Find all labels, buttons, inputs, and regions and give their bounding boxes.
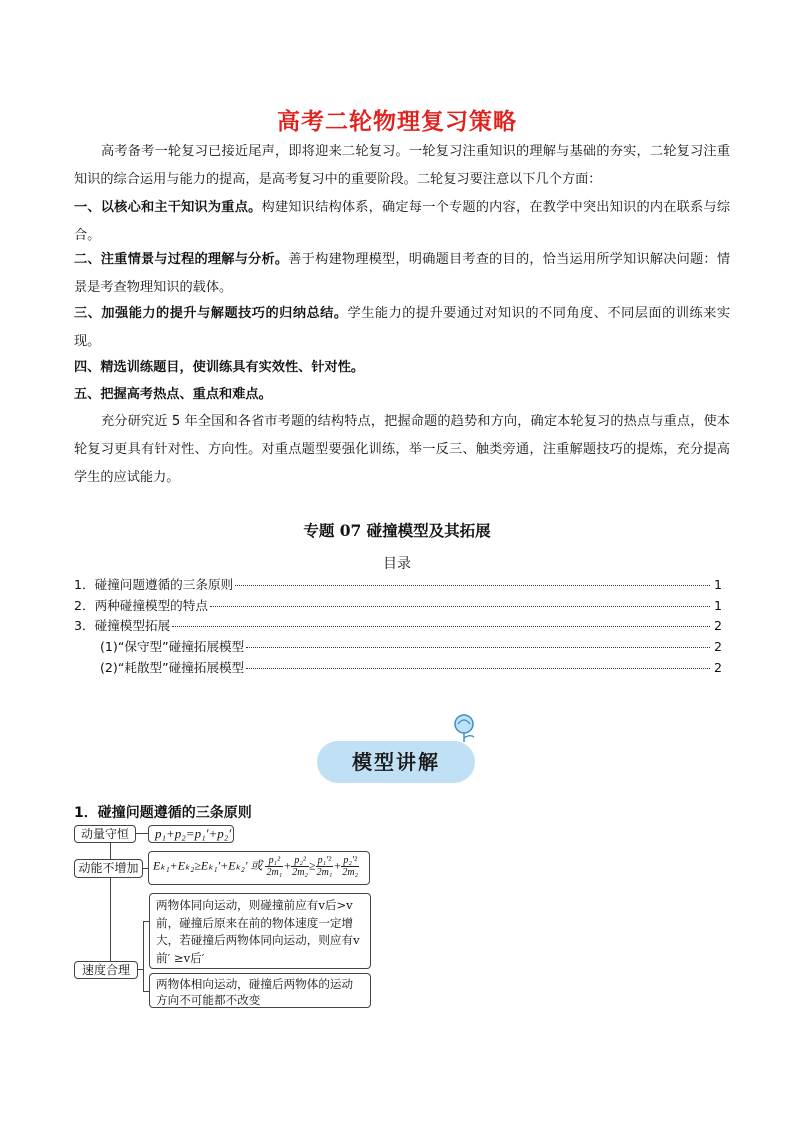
toc-heading: 目录	[383, 556, 411, 572]
toc-item-label: (1)“保守型”碰撞拓展模型	[100, 639, 245, 654]
toc-item-page: 1	[713, 577, 722, 592]
toc-item-page: 1	[713, 598, 722, 613]
toc-item-label: 1．碰撞问题遵循的三条原则	[74, 577, 234, 592]
point-2-text: 善于构建物理模型，明确题目考查的目的，恰当运用所学知识解决问题：情景是考查物理知识的载体。	[74, 252, 731, 295]
frac-num: p₂²	[291, 855, 309, 867]
diagram-connector	[136, 833, 148, 834]
toc-item-label: 3．碰撞模型拓展	[74, 618, 171, 633]
energy-label: 动能不增加	[74, 859, 143, 878]
point-4	[74, 354, 730, 382]
point-2	[74, 246, 730, 302]
toc-item[interactable]	[100, 638, 722, 656]
toc-item[interactable]	[74, 576, 722, 594]
toc-item-label: (2)“耗散型”碰撞拓展模型	[100, 660, 245, 675]
energy-formula: Eₖ₁+Eₖ₂≥Eₖ₁′+Eₖ₂′ 或 $\frac{\text{p₁²}}{\text{2m₁}}$ + $\frac{\text{p₂²}}{\text{2m₂}}$ ≥ $\frac{\text{p₁′²}}{\text{2m₁}}$ + $\frac{\text{p₂′²}}{\text{2m₂}}$	[148, 851, 370, 885]
topic-title: 专题 07 碰撞模型及其拓展	[303, 521, 491, 540]
fraction-term	[291, 855, 309, 878]
toc-leader-dots	[210, 606, 710, 607]
point-1-heading: 一、以核心和主干知识为重点。	[74, 200, 262, 215]
toc-leader-dots	[246, 668, 710, 669]
toc-item-label: 2．两种碰撞模型的特点	[74, 598, 208, 613]
closing-paragraph: 充分研究近 5 年全国和各省市考题的结构特点，把握命题的趋势和方向，确定本轮复习的热点与重点，使本轮复习更具有针对性、方向性。对重点题型要强化训练，举一反三、触类旁通，注重解题技巧的提炼，充分提高学生的应试能力。	[74, 414, 730, 485]
toc-item[interactable]	[100, 659, 722, 677]
point-1	[74, 194, 730, 250]
toc-leader-dots	[246, 647, 710, 648]
point-2-heading: 二、注重情景与过程的理解与分析。	[74, 252, 289, 267]
toc-item-page: 2	[713, 618, 722, 633]
toc-leader-dots	[235, 585, 710, 586]
section-banner: 模型讲解	[317, 741, 475, 783]
frac-num: p₁′²	[316, 855, 334, 867]
diagram-connector	[143, 921, 144, 992]
main-title: 高考二轮物理复习策略	[277, 109, 517, 135]
frac-den: 2m₁	[266, 867, 283, 878]
point-5	[74, 381, 730, 409]
point-3-heading: 三、加强能力的提升与解题技巧的归纳总结。	[74, 306, 348, 321]
point-3-text: 学生能力的提升要通过对知识的不同角度、不同层面的训练来实现。	[74, 306, 731, 349]
velocity-case-same-direction: 两物体同向运动，则碰撞前应有v后>v前，碰撞后原来在前的物体速度一定增大，若碰撞后两物体同向运动，则应有v前′ ≥v后′	[149, 893, 371, 969]
fraction-term	[265, 855, 283, 878]
intro-paragraph: 高考备考一轮复习已接近尾声，即将迎来二轮复习。一轮复习注重知识的理解与基础的夯实，二轮复习注重知识的综合运用与能力的提高，是高考复习中的重要阶段。二轮复习要注意以下几个方面：	[74, 144, 730, 187]
velocity-case-opposite-direction: 两物体相向运动，碰撞后两物体的运动方向不可能都不改变	[149, 973, 371, 1008]
momentum-label: 动量守恒	[74, 825, 136, 843]
frac-den: 2m₂	[342, 867, 359, 878]
plant-icon	[451, 712, 481, 744]
momentum-formula: p₁+p₂=p₁′+p₂′	[148, 825, 234, 843]
toc-item[interactable]	[74, 597, 722, 615]
toc-item[interactable]	[74, 617, 722, 635]
frac-num: p₁²	[265, 855, 283, 867]
velocity-label: 速度合理	[74, 961, 138, 979]
fraction-term	[341, 855, 359, 878]
fraction-term	[316, 855, 334, 878]
point-5-heading: 五、把握高考热点、重点和难点。	[74, 387, 272, 402]
point-1-text: 构建知识结构体系，确定每一个专题的内容，在教学中突出知识的内在联系与综合。	[74, 200, 731, 243]
frac-num: p₂′²	[341, 855, 359, 867]
section-heading: 1．碰撞问题遵循的三条原则	[74, 805, 252, 821]
frac-den: 2m₂	[292, 867, 308, 878]
frac-den: 2m₁	[316, 867, 333, 878]
point-4-heading: 四、精选训练题目，使训练具有实效性、针对性。	[74, 360, 365, 375]
toc-item-page: 2	[713, 639, 722, 654]
point-3	[74, 300, 730, 356]
energy-inequality: Eₖ₁+Eₖ₂≥Eₖ₁′+Eₖ₂′ 或	[153, 858, 263, 873]
toc-leader-dots	[172, 626, 710, 627]
toc-item-page: 2	[713, 660, 722, 675]
diagram-connector	[138, 969, 143, 970]
